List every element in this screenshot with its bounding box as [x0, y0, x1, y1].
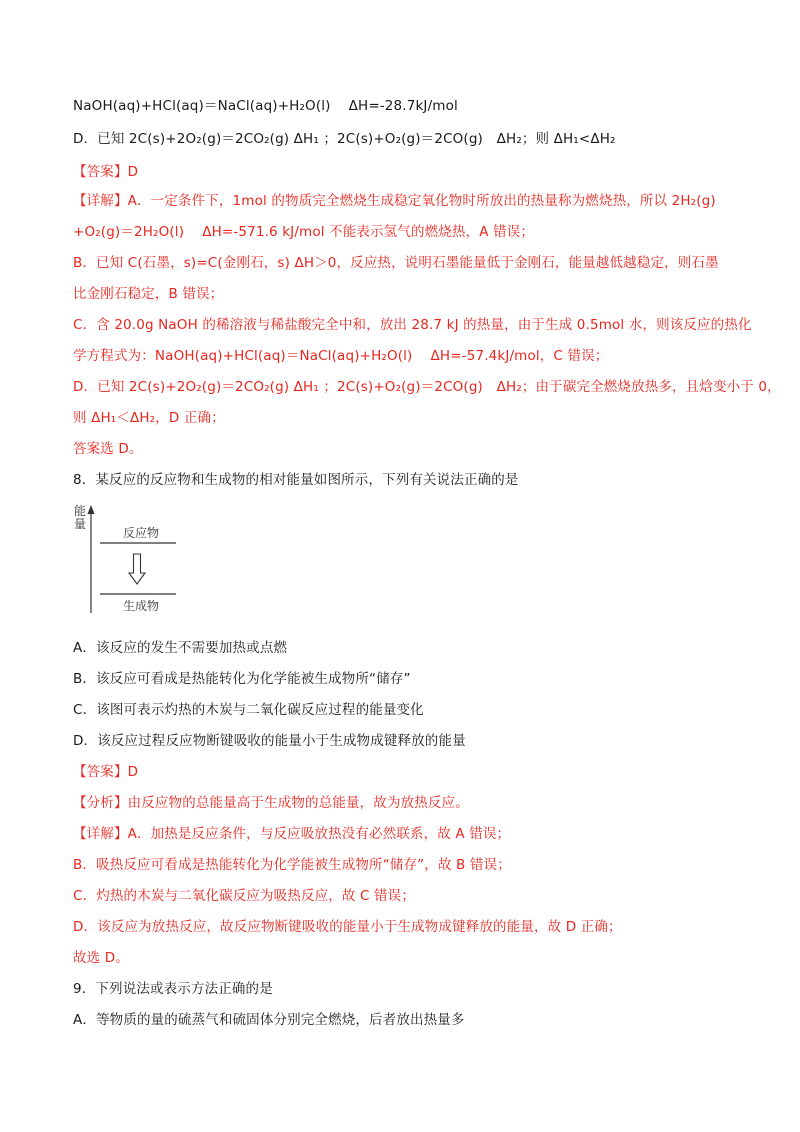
option-d-line: D．已知 2C(s)+2O₂(g)＝2CO₂(g) ΔH₁ ；2C(s)+O₂(g)＝2CO(g) ΔH₂；则 ΔH₁<ΔH₂: [73, 131, 616, 147]
reactant-label: 反应物: [123, 526, 160, 540]
explanation-line: 则 ΔH₁＜ΔH₂，D 正确；: [73, 410, 225, 426]
option-a: A．等物质的量的硫蒸气和硫固体分别完全燃烧，后者放出热量多: [73, 1012, 465, 1028]
analysis-line: 【分析】由反应物的总能量高于生成物的总能量，故为放热反应。: [73, 795, 469, 811]
explanation-line: +O₂(g)＝2H₂O(l) ΔH=-571.6 kJ/mol 不能表示氢气的燃烧热，A 错误；: [73, 224, 534, 240]
explanation-line: D．该反应为放热反应，故反应物断键吸收的能量小于生成物成键释放的能量，故 D 正确；: [73, 919, 622, 935]
explanation-line: C．含 20.0g NaOH 的稀溶液与稀盐酸完全中和，放出 28.7 kJ 的热量，由于生成 0.5mol 水，则该反应的热化: [73, 317, 752, 333]
explanation-line: 【详解】A．加热是反应条件，与反应吸放热没有必然联系，故 A 错误；: [73, 826, 511, 842]
explanation-line: B．已知 C(石墨，s)=C(金刚石，s) ΔH＞0，反应热，说明石墨能量低于金刚石，能量越低越稳定，则石墨: [73, 255, 719, 271]
down-arrow-icon: [129, 554, 145, 584]
answer-label: 【答案】D: [73, 164, 139, 180]
explanation-line: 故选 D。: [73, 950, 129, 966]
option-b: B．该反应可看成是热能转化为化学能被生成物所“储存”: [73, 671, 411, 687]
question-9-stem: 9．下列说法或表示方法正确的是: [73, 981, 273, 997]
option-d: D．该反应过程反应物断键吸收的能量小于生成物成键释放的能量: [73, 733, 466, 749]
explanation-line: C．灼热的木炭与二氧化碳反应为吸热反应，故 C 错误；: [73, 888, 415, 904]
explanation-line: 学方程式为：NaOH(aq)+HCl(aq)＝NaCl(aq)+H₂O(l) ΔH=-57.4kJ/mol，C 错误；: [73, 348, 609, 364]
explanation-line: D．已知 2C(s)+2O₂(g)＝2CO₂(g) ΔH₁ ；2C(s)+O₂(g)＝2CO(g) ΔH₂；由于碳完全燃烧放热多，且焓变小于 0，: [73, 379, 781, 395]
question-8-stem: 8．某反应的反应物和生成物的相对能量如图所示，下列有关说法正确的是: [73, 472, 519, 488]
energy-axis-label: 能量: [74, 504, 87, 531]
explanation-line: 比金刚石稳定，B 错误；: [73, 286, 224, 302]
product-label: 生成物: [123, 599, 160, 613]
energy-diagram: [70, 503, 200, 617]
explanation-line: B．吸热反应可看成是热能转化为化学能被生成物所“储存”，故 B 错误；: [73, 857, 511, 873]
option-a: A．该反应的发生不需要加热或点燃: [73, 640, 288, 656]
option-c: C．该图可表示灼热的木炭与二氧化碳反应过程的能量变化: [73, 702, 424, 718]
answer-label: 【答案】D: [73, 764, 139, 780]
text-line: NaOH(aq)+HCl(aq)＝NaCl(aq)+H₂O(l) ΔH=-28.7kJ/mol: [73, 98, 458, 114]
explanation-line: 【详解】A．一定条件下，1mol 的物质完全燃烧生成稳定氧化物时所放出的热量称为燃烧热，所以 2H₂(g): [73, 193, 716, 209]
axis-arrowhead: [88, 505, 95, 514]
explanation-line: 答案选 D。: [73, 441, 143, 457]
